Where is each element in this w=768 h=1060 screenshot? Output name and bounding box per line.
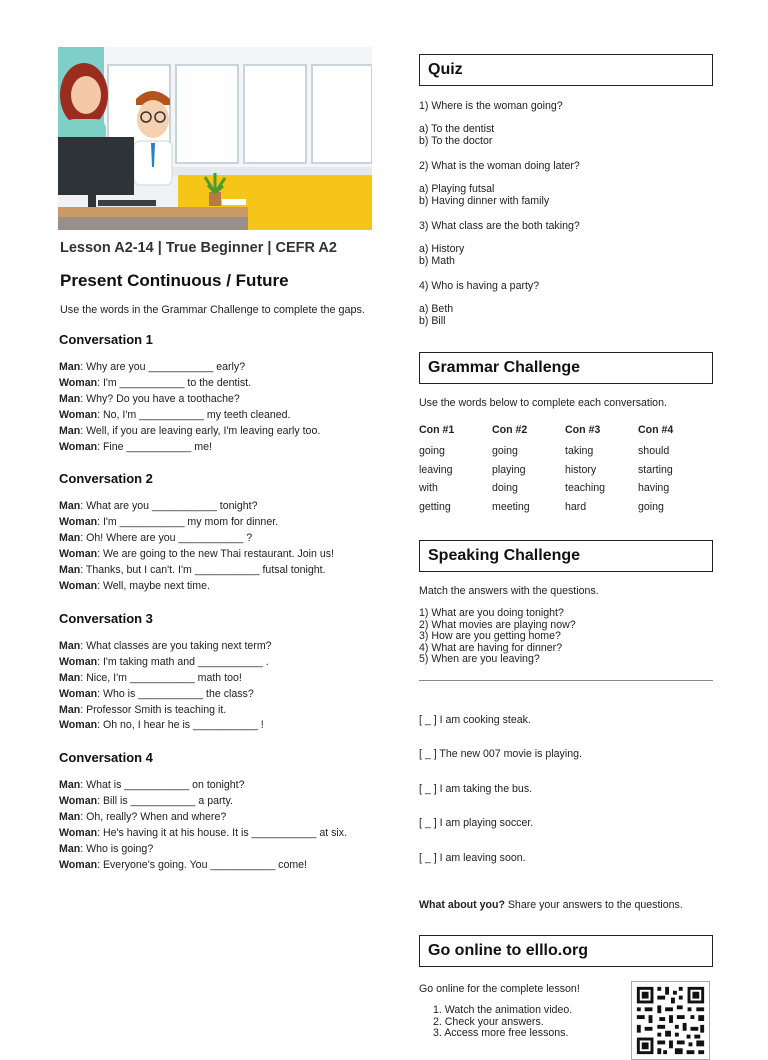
dialogue-text: : Bill is ___________ a party. [97, 795, 233, 808]
speaker-label: Woman [59, 655, 98, 668]
speaker-label: Man [59, 532, 81, 545]
dialogue-line [59, 671, 378, 687]
dialogue-text: : Oh, really? When and where? [80, 811, 227, 824]
dialogue-line [59, 778, 378, 794]
dialogue-text: : Why are you ___________ early? [80, 361, 246, 373]
dialogue-line [59, 718, 378, 734]
conversation-2 [58, 471, 378, 594]
dialogue-text: : Nice, I'm ___________ math too! [80, 671, 242, 684]
speaker-label: Man [59, 703, 81, 716]
online-step: 1. Watch the animation video. [433, 1004, 573, 1016]
dialogue-list [59, 499, 378, 594]
word-bank-word: meeting [492, 500, 530, 513]
dialogue-text: : What are you ___________ tonight? [80, 500, 258, 513]
grammar-challenge-header: Grammar Challenge [419, 352, 713, 384]
speaker-label: Woman [59, 376, 98, 389]
speaking-question: 2) What movies are playing now? [419, 618, 576, 631]
word-bank-table [419, 424, 713, 519]
speaker-label: Woman [59, 579, 98, 592]
quiz-options [419, 243, 713, 267]
dialogue-list [59, 639, 378, 734]
speaking-instruction: Match the answers with the questions. [419, 585, 599, 597]
quiz-option: a) History [419, 243, 465, 255]
left-column [58, 47, 378, 874]
dialogue-text: : What is ___________ on tonight? [80, 779, 245, 792]
dialogue-line [59, 531, 378, 547]
dialogue-text: : He's having it at his house. It is ___________ at six. [97, 827, 348, 840]
right-column [419, 54, 713, 1040]
speaking-answer: [ _ ] The new 007 movie is playing. [419, 748, 582, 760]
dialogue-text: : Well, maybe next time. [97, 579, 210, 592]
dialogue-line [59, 655, 378, 671]
what-about-you-rest: Share your answers to the questions. [504, 899, 683, 911]
dialogue-line [59, 547, 378, 563]
speaking-question: 1) What are you doing tonight? [419, 607, 564, 619]
quiz-option: a) Playing futsal [419, 183, 495, 195]
word-bank-word: leaving [419, 463, 453, 476]
dialogue-line [59, 858, 378, 874]
word-bank-column-head: Con #2 [492, 424, 528, 436]
quiz-options [419, 303, 713, 327]
dialogue-line [59, 424, 378, 440]
online-step: 3. Access more free lessons. [433, 1027, 569, 1039]
speaking-answer: [ _ ] I am taking the bus. [419, 782, 533, 795]
speaking-answer: [ _ ] I am playing soccer. [419, 817, 534, 829]
word-bank-word: hard [565, 500, 587, 513]
dialogue-line [59, 376, 378, 392]
dialogue-line [59, 392, 378, 408]
speaking-question: 4) What are having for dinner? [419, 641, 563, 654]
word-bank-word: going [419, 445, 445, 457]
dialogue-line [59, 579, 378, 595]
grammar-instruction: Use the words below to complete each conversation. [419, 397, 667, 409]
conversation-title: Conversation 1 [59, 332, 153, 347]
dialogue-text: : Who is ___________ the class? [97, 687, 254, 700]
dialogue-text: : Oh! Where are you ___________ ? [80, 532, 253, 545]
speaker-label: Man [59, 500, 81, 513]
speaker-label: Woman [59, 687, 98, 700]
quiz-option: a) Beth [419, 303, 454, 315]
quiz-option: b) Bill [419, 315, 446, 327]
speaking-question: 5) When are you leaving? [419, 653, 540, 665]
quiz-question: 1) Where is the woman going? [419, 100, 563, 112]
conversation-3 [58, 611, 378, 734]
word-bank-word: teaching [565, 482, 606, 494]
speaking-question: 3) How are you getting home? [419, 630, 561, 642]
word-bank-word: history [565, 463, 597, 476]
word-bank-column-head: Con #4 [638, 424, 674, 436]
dialogue-text: : Why? Do you have a toothache? [80, 392, 240, 405]
dialogue-text: : Everyone's going. You ___________ come! [97, 858, 308, 871]
quiz-option: b) To the doctor [419, 135, 493, 147]
dialogue-line [59, 515, 378, 531]
speaker-label: Man [59, 842, 81, 855]
word-bank-word: having [638, 482, 670, 494]
speaker-label: Woman [59, 795, 98, 808]
dialogue-line [59, 639, 378, 655]
quiz-question: 2) What is the woman doing later? [419, 160, 580, 172]
dialogue-text: : What classes are you taking next term? [80, 639, 272, 652]
speaking-challenge-header: Speaking Challenge [419, 540, 713, 572]
dialogue-line [59, 687, 378, 703]
conversation-4 [58, 750, 378, 873]
word-bank-word: starting [638, 463, 673, 476]
speaker-label: Woman [59, 858, 98, 871]
word-bank-word: going [492, 445, 518, 457]
dialogue-line [59, 408, 378, 424]
word-bank-word: playing [492, 463, 526, 476]
word-bank-word: with [419, 482, 438, 494]
speaking-questions [419, 608, 713, 666]
dialogue-text: : Professor Smith is teaching it. [80, 703, 227, 716]
speaker-label: Man [59, 564, 81, 577]
quiz-header: Quiz [419, 54, 713, 86]
dialogue-line [59, 499, 378, 515]
what-about-you-text [419, 899, 713, 911]
dialogue-text: : Well, if you are leaving early, I'm leaving early too. [80, 424, 321, 437]
speaker-label: Man [59, 392, 81, 405]
speaker-label: Woman [59, 516, 98, 529]
speaker-label: Woman [59, 408, 98, 421]
speaker-label: Man [59, 779, 81, 792]
quiz-question: 4) Who is having a party? [419, 280, 540, 292]
dialogue-list [59, 778, 378, 873]
dialogue-text: : No, I'm ___________ my teeth cleaned. [97, 408, 291, 421]
dialogue-text: : Fine ___________ me! [97, 440, 212, 453]
speaker-label: Woman [59, 719, 98, 732]
dialogue-line [59, 842, 378, 858]
speaker-label: Man [59, 361, 81, 373]
office-illustration [58, 47, 372, 230]
word-bank-word: doing [492, 482, 518, 494]
go-online-header: Go online to elllo.org [419, 935, 713, 967]
dialogue-line [59, 810, 378, 826]
quiz-option: b) Having dinner with family [419, 195, 550, 207]
dialogue-text: : We are going to the new Thai restaurant. Join us! [97, 548, 334, 561]
speaker-label: Man [59, 424, 81, 437]
dialogue-line [59, 703, 378, 719]
online-section [419, 983, 713, 1040]
word-bank-word: taking [565, 445, 594, 457]
quiz-option: b) Math [419, 255, 455, 267]
dialogue-line [59, 360, 378, 376]
conversation-title: Conversation 4 [59, 750, 153, 766]
what-about-you-bold: What about you? [419, 899, 505, 911]
word-bank-column-head: Con #1 [419, 424, 455, 436]
dialogue-text: : I'm ___________ to the dentist. [97, 376, 252, 389]
section-divider [419, 680, 713, 681]
lesson-level-line: Lesson A2-14 | True Beginner | CEFR A2 [60, 240, 337, 256]
speaking-answers [419, 692, 713, 888]
page-title: Present Continuous / Future [60, 271, 289, 290]
speaker-label: Woman [59, 827, 98, 840]
speaker-label: Man [59, 639, 81, 652]
word-bank-word: getting [419, 500, 451, 513]
conversation-title: Conversation 2 [59, 471, 153, 487]
speaker-label: Man [59, 811, 81, 824]
online-intro: Go online for the complete lesson! [419, 983, 580, 995]
quiz-question: 3) What class are the both taking? [419, 220, 580, 232]
dialogue-text: : Thanks, but I can't. I'm ___________ futsal tonight. [80, 564, 326, 577]
conversation-title: Conversation 3 [59, 610, 153, 626]
dialogue-line [59, 440, 378, 456]
dialogue-line [59, 826, 378, 842]
word-bank-word: going [638, 500, 664, 513]
speaking-answer: [ _ ] I am cooking steak. [419, 713, 531, 726]
dialogue-line [59, 794, 378, 810]
dialogue-text: : I'm taking math and ___________ . [97, 655, 269, 668]
dialogue-text: : Oh no, I hear he is ___________ ! [97, 719, 264, 732]
speaker-label: Woman [59, 440, 98, 453]
quiz-options [419, 183, 713, 207]
word-bank-word: should [638, 445, 670, 457]
quiz-section [419, 100, 713, 327]
qr-code-icon[interactable] [631, 981, 710, 1060]
dialogue-list [59, 360, 378, 455]
dialogue-line [59, 563, 378, 579]
online-step: 2. Check your answers. [433, 1015, 544, 1028]
speaking-answer: [ _ ] I am leaving soon. [419, 851, 526, 864]
dialogue-text: : I'm ___________ my mom for dinner. [97, 516, 279, 529]
quiz-option: a) To the dentist [419, 123, 495, 135]
instructions-text: Use the words in the Grammar Challenge to complete the gaps. [60, 304, 365, 316]
dialogue-text: : Who is going? [80, 842, 154, 855]
conversation-1 [58, 332, 378, 455]
quiz-options [419, 123, 713, 147]
word-bank-column-head: Con #3 [565, 424, 601, 436]
speaker-label: Woman [59, 548, 98, 561]
speaker-label: Man [59, 671, 81, 684]
